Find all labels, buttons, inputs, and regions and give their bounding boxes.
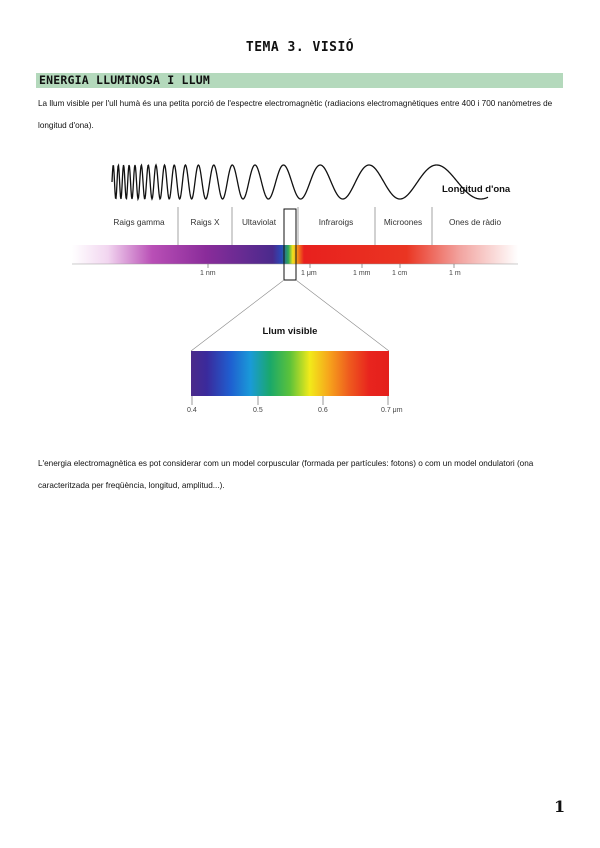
visible-tick-05: 0.5 (253, 407, 263, 414)
wavelength-wave (112, 165, 488, 199)
visible-tick-06: 0.6 (318, 407, 328, 414)
scale-tick-1mm: 1 mm (353, 270, 371, 277)
wavelength-label: Longitud d'ona (442, 184, 511, 195)
band-label-infrared: Infraroigs (318, 217, 354, 227)
electromagnetic-spectrum-figure (0, 150, 600, 430)
band-label-gamma: Raigs gamma (113, 217, 165, 227)
scale-tick-1nm: 1 nm (200, 270, 216, 277)
visible-highlight-box (284, 209, 296, 280)
model-paragraph: L'energia electromagnètica es pot considerar com un model corpuscular (formada per partícules: fotons) o com un model ondulatori (ona caracteritzada per freqüència, longitud, amplitud...). (38, 459, 534, 490)
band-label-microwave: Microones (383, 217, 423, 227)
visible-ticks (192, 396, 388, 405)
band-label-uv: Ultaviolat (241, 217, 277, 227)
page-number: 1 (554, 797, 566, 816)
visible-light-label: Llum visible (262, 326, 318, 337)
page-title: TEMA 3. VISIÓ (245, 40, 355, 55)
intro-paragraph: La llum visible per l'ull humà és una petita porció de l'espectre electromagnètic (radiacions electromagnètiques entre 400 i 700 nanòmetres de longitud d'ona). (38, 99, 553, 130)
scale-tick-1m: 1 m (449, 270, 461, 277)
band-label-xray: Raigs X (190, 217, 220, 227)
scale-tick-1cm: 1 cm (392, 270, 408, 277)
scale-ticks (208, 264, 454, 268)
visible-tick-04: 0.4 (187, 407, 197, 414)
band-label-radio: Ones de ràdio (448, 217, 502, 227)
visible-tick-07um: 0.7 μm (381, 407, 403, 414)
section-title: ENERGIA LLUMINOSA I LLUM (39, 73, 210, 87)
section-header (36, 73, 563, 88)
scale-tick-1um: 1 μm (301, 270, 317, 277)
spectrum-bar (72, 245, 518, 264)
visible-spectrum-bar (191, 351, 389, 396)
